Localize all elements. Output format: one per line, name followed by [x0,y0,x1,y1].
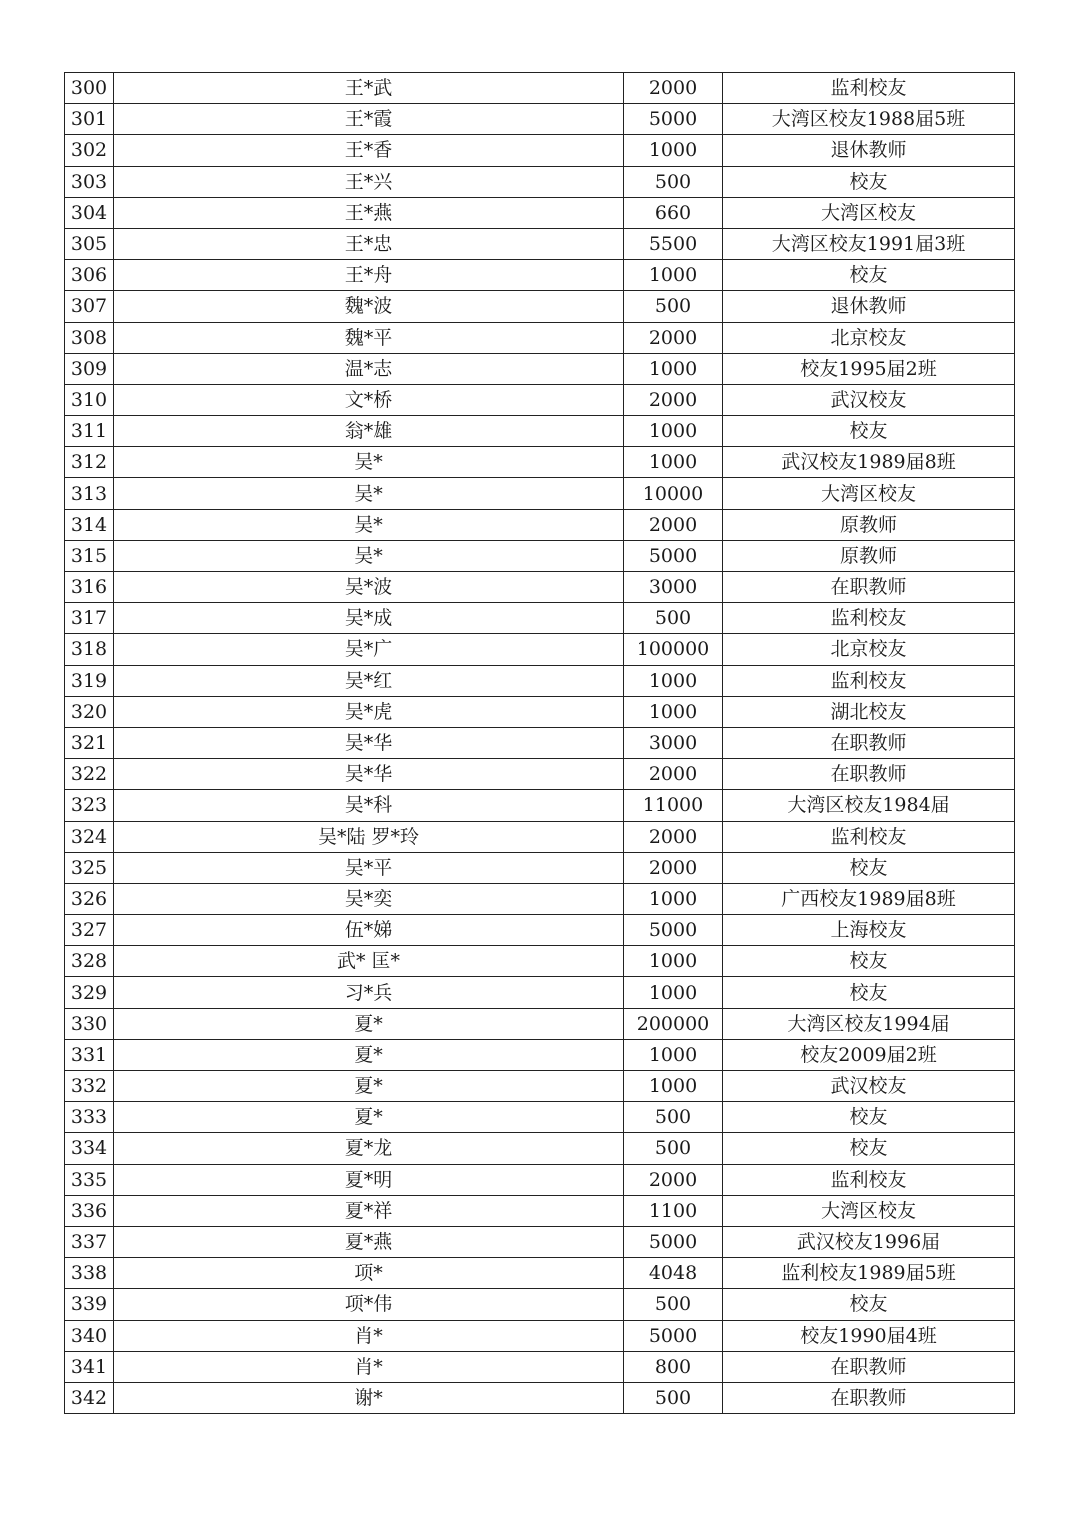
table-row [65,665,1015,696]
table-row [65,790,1015,821]
row-number-cell: 328 [65,946,114,977]
row-number-cell: 332 [65,1071,114,1102]
table-row [65,821,1015,852]
donation-amount-cell: 1000 [624,447,723,478]
donor-note-cell: 广西校友1989届8班 [723,883,1015,914]
donor-name-cell: 文*桥 [114,384,624,415]
donation-amount-cell: 5000 [624,915,723,946]
table-row [65,915,1015,946]
table-row [65,759,1015,790]
donation-amount-cell: 3000 [624,572,723,603]
row-number-cell: 304 [65,197,114,228]
row-number-cell: 306 [65,260,114,291]
donation-amount-cell: 500 [624,1289,723,1320]
donation-amount-cell: 1000 [624,665,723,696]
donation-amount-cell: 1000 [624,883,723,914]
row-number-cell: 325 [65,852,114,883]
donation-amount-cell: 500 [624,603,723,634]
donor-name-cell: 王*霞 [114,104,624,135]
donor-note-cell: 大湾区校友 [723,197,1015,228]
donor-name-cell: 王*燕 [114,197,624,228]
row-number-cell: 335 [65,1164,114,1195]
donor-note-cell: 武汉校友1989届8班 [723,447,1015,478]
donation-amount-cell: 5000 [624,104,723,135]
donation-amount-cell: 1100 [624,1195,723,1226]
row-number-cell: 326 [65,883,114,914]
row-number-cell: 333 [65,1102,114,1133]
donor-note-cell: 在职教师 [723,759,1015,790]
donation-amount-cell: 2000 [624,384,723,415]
donor-name-cell: 吴*陆 罗*玲 [114,821,624,852]
donor-note-cell: 监利校友1989届5班 [723,1258,1015,1289]
donor-note-cell: 校友1990届4班 [723,1320,1015,1351]
row-number-cell: 309 [65,353,114,384]
donor-note-cell: 校友1995届2班 [723,353,1015,384]
donor-note-cell: 监利校友 [723,603,1015,634]
donor-note-cell: 武汉校友1996届 [723,1226,1015,1257]
row-number-cell: 341 [65,1351,114,1382]
donor-name-cell: 魏*平 [114,322,624,353]
donor-note-cell: 武汉校友 [723,384,1015,415]
donor-name-cell: 吴*红 [114,665,624,696]
table-row [65,852,1015,883]
table-row [65,946,1015,977]
donor-name-cell: 习*兵 [114,977,624,1008]
table-row [65,1382,1015,1413]
row-number-cell: 315 [65,540,114,571]
donor-note-cell: 监利校友 [723,1164,1015,1195]
table-row [65,727,1015,758]
donor-note-cell: 大湾区校友1991届3班 [723,228,1015,259]
donation-amount-cell: 500 [624,1382,723,1413]
donor-name-cell: 吴*波 [114,572,624,603]
donation-amount-cell: 2000 [624,759,723,790]
table-row [65,104,1015,135]
row-number-cell: 305 [65,228,114,259]
donation-amount-cell: 1000 [624,946,723,977]
table-row [65,166,1015,197]
donor-name-cell: 夏*明 [114,1164,624,1195]
donor-name-cell: 王*兴 [114,166,624,197]
donor-name-cell: 吴*平 [114,852,624,883]
donor-name-cell: 吴*成 [114,603,624,634]
donation-amount-cell: 2000 [624,322,723,353]
row-number-cell: 301 [65,104,114,135]
donor-note-cell: 上海校友 [723,915,1015,946]
row-number-cell: 313 [65,478,114,509]
donation-amount-cell: 5000 [624,540,723,571]
donor-name-cell: 夏* [114,1071,624,1102]
donation-amount-cell: 500 [624,1102,723,1133]
row-number-cell: 323 [65,790,114,821]
donation-amount-cell: 11000 [624,790,723,821]
donor-name-cell: 夏*燕 [114,1226,624,1257]
row-number-cell: 303 [65,166,114,197]
donor-name-cell: 夏* [114,1039,624,1070]
donor-note-cell: 在职教师 [723,572,1015,603]
table-row [65,1008,1015,1039]
donor-name-cell: 夏*祥 [114,1195,624,1226]
donation-amount-cell: 5500 [624,228,723,259]
donation-amount-cell: 800 [624,1351,723,1382]
donor-name-cell: 温*志 [114,353,624,384]
table-row [65,353,1015,384]
donation-amount-cell: 10000 [624,478,723,509]
table-row [65,509,1015,540]
table-row [65,1289,1015,1320]
donor-note-cell: 校友 [723,416,1015,447]
donor-note-cell: 大湾区校友1988届5班 [723,104,1015,135]
row-number-cell: 322 [65,759,114,790]
row-number-cell: 329 [65,977,114,1008]
table-row [65,291,1015,322]
row-number-cell: 338 [65,1258,114,1289]
donation-amount-cell: 200000 [624,1008,723,1039]
row-number-cell: 300 [65,73,114,104]
donor-note-cell: 退休教师 [723,291,1015,322]
donor-note-cell: 大湾区校友1984届 [723,790,1015,821]
donor-note-cell: 校友 [723,946,1015,977]
table-row [65,1071,1015,1102]
row-number-cell: 321 [65,727,114,758]
donation-amount-cell: 1000 [624,1071,723,1102]
donor-note-cell: 校友 [723,1102,1015,1133]
donation-amount-cell: 500 [624,1133,723,1164]
row-number-cell: 336 [65,1195,114,1226]
row-number-cell: 307 [65,291,114,322]
donor-name-cell: 伍*娣 [114,915,624,946]
donor-name-cell: 魏*波 [114,291,624,322]
table-row [65,416,1015,447]
row-number-cell: 317 [65,603,114,634]
donation-amount-cell: 1000 [624,353,723,384]
donor-name-cell: 武* 匡* [114,946,624,977]
table-row [65,572,1015,603]
table-row [65,478,1015,509]
donor-note-cell: 大湾区校友1994届 [723,1008,1015,1039]
donor-note-cell: 监利校友 [723,821,1015,852]
donation-amount-cell: 1000 [624,696,723,727]
table-row [65,384,1015,415]
donor-name-cell: 吴* [114,540,624,571]
table-row [65,1258,1015,1289]
donor-name-cell: 吴*华 [114,727,624,758]
donor-note-cell: 校友 [723,1133,1015,1164]
donor-name-cell: 王*忠 [114,228,624,259]
row-number-cell: 327 [65,915,114,946]
donation-amount-cell: 1000 [624,977,723,1008]
donation-amount-cell: 500 [624,166,723,197]
donor-name-cell: 夏*龙 [114,1133,624,1164]
table-row [65,1039,1015,1070]
donation-amount-cell: 500 [624,291,723,322]
table-row [65,447,1015,478]
row-number-cell: 324 [65,821,114,852]
row-number-cell: 318 [65,634,114,665]
donation-amount-cell: 2000 [624,852,723,883]
donor-name-cell: 王*舟 [114,260,624,291]
table-row [65,322,1015,353]
donor-note-cell: 监利校友 [723,665,1015,696]
donor-note-cell: 校友 [723,166,1015,197]
table-row [65,540,1015,571]
donor-note-cell: 在职教师 [723,727,1015,758]
row-number-cell: 302 [65,135,114,166]
table-row [65,1195,1015,1226]
table-row [65,977,1015,1008]
donation-amount-cell: 2000 [624,509,723,540]
row-number-cell: 312 [65,447,114,478]
donor-note-cell: 原教师 [723,509,1015,540]
row-number-cell: 334 [65,1133,114,1164]
donor-note-cell: 大湾区校友 [723,1195,1015,1226]
donation-amount-cell: 100000 [624,634,723,665]
table-row [65,135,1015,166]
donor-note-cell: 校友2009届2班 [723,1039,1015,1070]
donor-name-cell: 吴* [114,509,624,540]
table-row [65,1164,1015,1195]
row-number-cell: 330 [65,1008,114,1039]
table-row [65,1133,1015,1164]
donation-amount-cell: 1000 [624,260,723,291]
donor-note-cell: 退休教师 [723,135,1015,166]
donor-name-cell: 吴*科 [114,790,624,821]
table-row [65,228,1015,259]
donation-amount-cell: 5000 [624,1320,723,1351]
donor-name-cell: 王*香 [114,135,624,166]
donor-note-cell: 校友 [723,260,1015,291]
donor-name-cell: 肖* [114,1351,624,1382]
donation-amount-cell: 2000 [624,821,723,852]
row-number-cell: 310 [65,384,114,415]
donor-table [64,72,1015,1414]
table-row [65,1351,1015,1382]
donation-amount-cell: 2000 [624,73,723,104]
row-number-cell: 319 [65,665,114,696]
row-number-cell: 308 [65,322,114,353]
row-number-cell: 337 [65,1226,114,1257]
table-row [65,73,1015,104]
donation-amount-cell: 4048 [624,1258,723,1289]
table-row [65,1320,1015,1351]
table-row [65,883,1015,914]
donor-name-cell: 吴*广 [114,634,624,665]
donor-name-cell: 肖* [114,1320,624,1351]
donor-note-cell: 监利校友 [723,73,1015,104]
donor-name-cell: 项* [114,1258,624,1289]
table-row [65,603,1015,634]
donor-note-cell: 北京校友 [723,634,1015,665]
row-number-cell: 314 [65,509,114,540]
donation-amount-cell: 5000 [624,1226,723,1257]
donor-note-cell: 校友 [723,977,1015,1008]
donation-amount-cell: 660 [624,197,723,228]
donor-name-cell: 吴* [114,447,624,478]
donor-note-cell: 武汉校友 [723,1071,1015,1102]
donor-table-body [65,73,1015,1414]
donor-note-cell: 大湾区校友 [723,478,1015,509]
donation-amount-cell: 1000 [624,416,723,447]
donation-amount-cell: 2000 [624,1164,723,1195]
row-number-cell: 340 [65,1320,114,1351]
donor-note-cell: 湖北校友 [723,696,1015,727]
row-number-cell: 339 [65,1289,114,1320]
donor-name-cell: 谢* [114,1382,624,1413]
donor-name-cell: 吴*华 [114,759,624,790]
donor-note-cell: 校友 [723,1289,1015,1320]
table-row [65,634,1015,665]
row-number-cell: 320 [65,696,114,727]
donor-note-cell: 北京校友 [723,322,1015,353]
table-row [65,197,1015,228]
row-number-cell: 331 [65,1039,114,1070]
donation-amount-cell: 1000 [624,135,723,166]
donor-note-cell: 原教师 [723,540,1015,571]
table-row [65,260,1015,291]
donation-amount-cell: 1000 [624,1039,723,1070]
donor-note-cell: 在职教师 [723,1351,1015,1382]
table-row [65,696,1015,727]
donation-amount-cell: 3000 [624,727,723,758]
donor-name-cell: 王*武 [114,73,624,104]
table-row [65,1102,1015,1133]
donor-note-cell: 校友 [723,852,1015,883]
donor-name-cell: 吴*虎 [114,696,624,727]
donor-name-cell: 翁*雄 [114,416,624,447]
donor-note-cell: 在职教师 [723,1382,1015,1413]
donor-name-cell: 项*伟 [114,1289,624,1320]
donor-name-cell: 吴* [114,478,624,509]
row-number-cell: 342 [65,1382,114,1413]
donor-name-cell: 夏* [114,1008,624,1039]
donor-name-cell: 夏* [114,1102,624,1133]
row-number-cell: 311 [65,416,114,447]
donor-name-cell: 吴*奕 [114,883,624,914]
table-row [65,1226,1015,1257]
row-number-cell: 316 [65,572,114,603]
